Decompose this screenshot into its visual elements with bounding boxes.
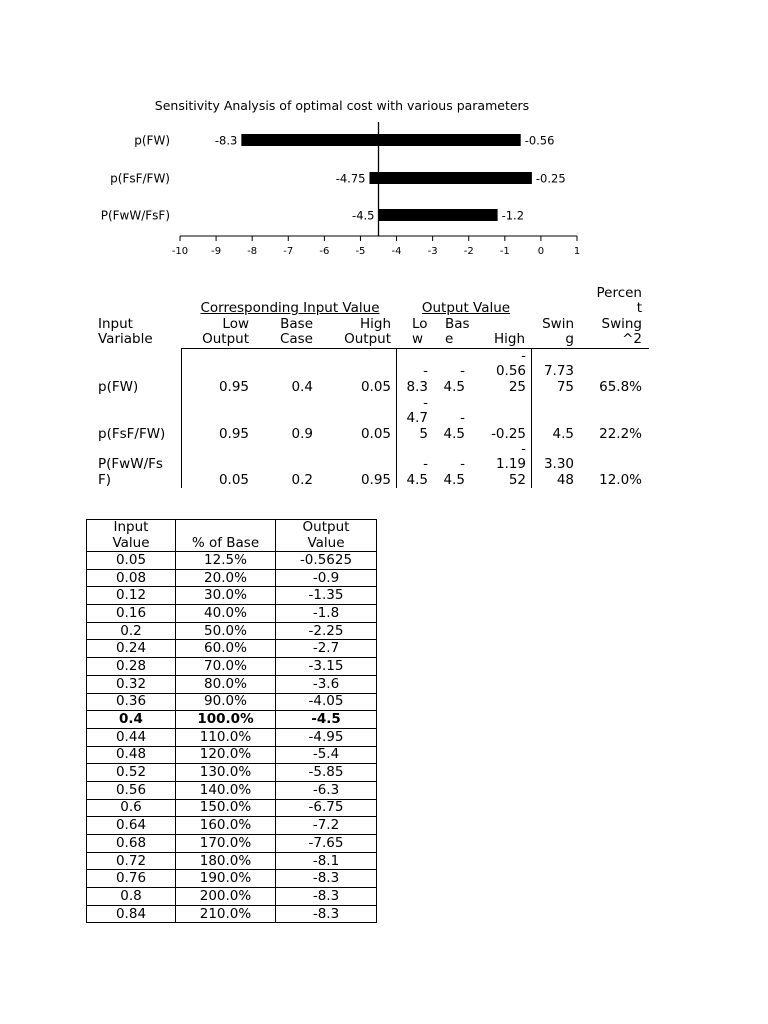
row-out-high: -0.25 (491, 425, 526, 442)
cell-percent-of-base: 90.0% (176, 693, 276, 711)
table-row (87, 835, 377, 853)
row-out-low: - 4.5 (406, 456, 428, 488)
row-out-base: - 4.5 (443, 456, 465, 488)
cell-percent-of-base: 130.0% (176, 764, 276, 782)
x-tick-label: -5 (355, 246, 366, 257)
bar-high-label: -1.2 (501, 208, 525, 223)
header-percent-of-base: % of Base (176, 520, 276, 552)
table-row (87, 728, 377, 746)
row-swing: 4.5 (552, 425, 574, 442)
table-row (87, 764, 377, 782)
cell-percent-of-base: 20.0% (176, 569, 276, 587)
cell-output-value: -4.5 (276, 711, 377, 729)
cell-output-value: -0.9 (276, 569, 377, 587)
header-out-base: Bas e (445, 316, 470, 348)
x-tick-label: -6 (319, 246, 330, 257)
cell-input-value: 0.16 (87, 605, 176, 623)
table-row (87, 905, 377, 923)
cell-percent-of-base: 120.0% (176, 746, 276, 764)
header-base-case: Base Case (279, 316, 313, 348)
x-tick-label: -4 (391, 246, 402, 257)
cell-output-value: -7.2 (276, 817, 377, 835)
cell-input-value: 0.52 (87, 764, 176, 782)
header-out-high: High (493, 331, 525, 347)
row-base-case: 0.9 (291, 425, 313, 442)
bar-low-label: -8.3 (214, 133, 238, 148)
x-tick-label: -3 (427, 246, 438, 257)
x-tick-label: -7 (283, 246, 294, 257)
row-out-high: - 1.19 52 (495, 440, 526, 488)
row-swing: 3.30 48 (543, 456, 574, 488)
cell-percent-of-base: 190.0% (176, 870, 276, 888)
cell-input-value: 0.48 (87, 746, 176, 764)
data-table (86, 519, 377, 923)
header-input-value: Input Value (87, 520, 176, 552)
cell-input-value: 0.6 (87, 799, 176, 817)
cell-percent-of-base: 40.0% (176, 605, 276, 623)
table-row (87, 852, 377, 870)
row-out-base: - 4.5 (443, 410, 465, 442)
cell-input-value: 0.2 (87, 622, 176, 640)
x-tick-label: -1 (499, 246, 510, 257)
cell-input-value: 0.84 (87, 905, 176, 923)
cell-percent-of-base: 100.0% (176, 711, 276, 729)
cell-output-value: -5.4 (276, 746, 377, 764)
row-percent-swing: 22.2% (599, 425, 642, 442)
row-base-case: 0.4 (291, 378, 313, 395)
row-out-base: - 4.5 (443, 363, 465, 395)
bar-low-label: -4.75 (335, 171, 366, 186)
bar-high-label: -0.25 (535, 171, 566, 186)
cell-input-value: 0.56 (87, 781, 176, 799)
cell-percent-of-base: 160.0% (176, 817, 276, 835)
cell-output-value: -8.3 (276, 870, 377, 888)
table-row (87, 640, 377, 658)
cell-output-value: -0.5625 (276, 552, 377, 570)
cell-input-value: 0.36 (87, 693, 176, 711)
cell-percent-of-base: 80.0% (176, 675, 276, 693)
x-tick-label: 0 (537, 246, 545, 257)
table-row (87, 711, 377, 729)
row-variable: p(FsF/FW) (98, 425, 166, 442)
cell-percent-of-base: 180.0% (176, 852, 276, 870)
cell-input-value: 0.12 (87, 587, 176, 605)
x-tick-label: -2 (463, 246, 474, 257)
header-out-low: Lo w (412, 316, 428, 348)
row-out-high: - 0.56 25 (495, 347, 526, 395)
header-swing: Swin g (542, 316, 574, 348)
bar-low-label: -4.5 (352, 208, 375, 223)
cell-percent-of-base: 110.0% (176, 728, 276, 746)
cell-percent-of-base: 12.5% (176, 552, 276, 570)
cell-output-value: -1.8 (276, 605, 377, 623)
cell-input-value: 0.76 (87, 870, 176, 888)
table-row (87, 622, 377, 640)
table-row (87, 781, 377, 799)
table-row (87, 799, 377, 817)
row-high-output: 0.05 (360, 378, 391, 395)
cell-output-value: -3.6 (276, 675, 377, 693)
header-output-value: Output Value (276, 520, 377, 552)
header-percent-swing: Percen t Swing ^2 (596, 285, 642, 348)
table-row (87, 605, 377, 623)
bar-high-label: -0.56 (524, 133, 555, 148)
cell-output-value: -2.7 (276, 640, 377, 658)
cell-input-value: 0.24 (87, 640, 176, 658)
row-percent-swing: 65.8% (599, 378, 642, 395)
row-variable: P(FwW/Fs F) (98, 456, 163, 488)
cell-input-value: 0.68 (87, 835, 176, 853)
table-row (87, 693, 377, 711)
x-tick-label: -10 (171, 246, 189, 257)
group-header-input: Corresponding Input Value (200, 300, 380, 316)
table-row (87, 552, 377, 570)
tornado-chart (0, 90, 768, 270)
cell-output-value: -4.05 (276, 693, 377, 711)
table-row (87, 888, 377, 906)
x-tick-label: 1 (573, 246, 581, 257)
cell-percent-of-base: 30.0% (176, 587, 276, 605)
cell-output-value: -8.1 (276, 852, 377, 870)
cell-output-value: -6.75 (276, 799, 377, 817)
bar-category-label: p(FW) (134, 133, 170, 148)
row-variable: p(FW) (98, 378, 139, 395)
cell-output-value: -2.25 (276, 622, 377, 640)
table-row (87, 587, 377, 605)
cell-input-value: 0.72 (87, 852, 176, 870)
cell-input-value: 0.05 (87, 552, 176, 570)
row-low-output: 0.95 (218, 425, 249, 442)
cell-input-value: 0.8 (87, 888, 176, 906)
cell-percent-of-base: 50.0% (176, 622, 276, 640)
cell-output-value: -5.85 (276, 764, 377, 782)
cell-input-value: 0.32 (87, 675, 176, 693)
cell-percent-of-base: 60.0% (176, 640, 276, 658)
cell-input-value: 0.64 (87, 817, 176, 835)
cell-percent-of-base: 170.0% (176, 835, 276, 853)
bar (379, 209, 498, 221)
row-low-output: 0.05 (218, 471, 249, 488)
chart-title: Sensitivity Analysis of optimal cost with various parameters (154, 98, 530, 113)
table-row (87, 746, 377, 764)
x-tick-label: -9 (211, 246, 222, 257)
row-out-low: - 4.7 5 (406, 394, 428, 442)
cell-output-value: -8.3 (276, 905, 377, 923)
bar (241, 134, 520, 146)
row-out-low: - 8.3 (406, 363, 428, 395)
cell-percent-of-base: 150.0% (176, 799, 276, 817)
bar-category-label: p(FsF/FW) (110, 171, 170, 186)
cell-output-value: -3.15 (276, 658, 377, 676)
cell-percent-of-base: 70.0% (176, 658, 276, 676)
row-high-output: 0.05 (360, 425, 391, 442)
row-base-case: 0.2 (291, 471, 313, 488)
cell-percent-of-base: 210.0% (176, 905, 276, 923)
cell-output-value: -7.65 (276, 835, 377, 853)
cell-input-value: 0.44 (87, 728, 176, 746)
bar (369, 172, 531, 184)
row-percent-swing: 12.0% (599, 471, 642, 488)
cell-output-value: -8.3 (276, 888, 377, 906)
cell-output-value: -4.95 (276, 728, 377, 746)
header-low-output: Low Output (202, 316, 249, 348)
header-input-variable: Input Variable (98, 316, 153, 348)
cell-input-value: 0.28 (87, 658, 176, 676)
table-row (87, 675, 377, 693)
cell-output-value: -6.3 (276, 781, 377, 799)
table-row (87, 817, 377, 835)
cell-input-value: 0.4 (87, 711, 176, 729)
cell-percent-of-base: 140.0% (176, 781, 276, 799)
cell-output-value: -1.35 (276, 587, 377, 605)
bar-category-label: P(FwW/FsF) (100, 208, 170, 223)
table-row (87, 569, 377, 587)
cell-input-value: 0.08 (87, 569, 176, 587)
group-header-output: Output Value (421, 300, 511, 316)
table-row (87, 870, 377, 888)
x-tick-label: -8 (247, 246, 258, 257)
row-high-output: 0.95 (360, 471, 391, 488)
table-row (87, 658, 377, 676)
row-low-output: 0.95 (218, 378, 249, 395)
cell-percent-of-base: 200.0% (176, 888, 276, 906)
row-swing: 7.73 75 (543, 363, 574, 395)
header-high-output: High Output (344, 316, 391, 348)
